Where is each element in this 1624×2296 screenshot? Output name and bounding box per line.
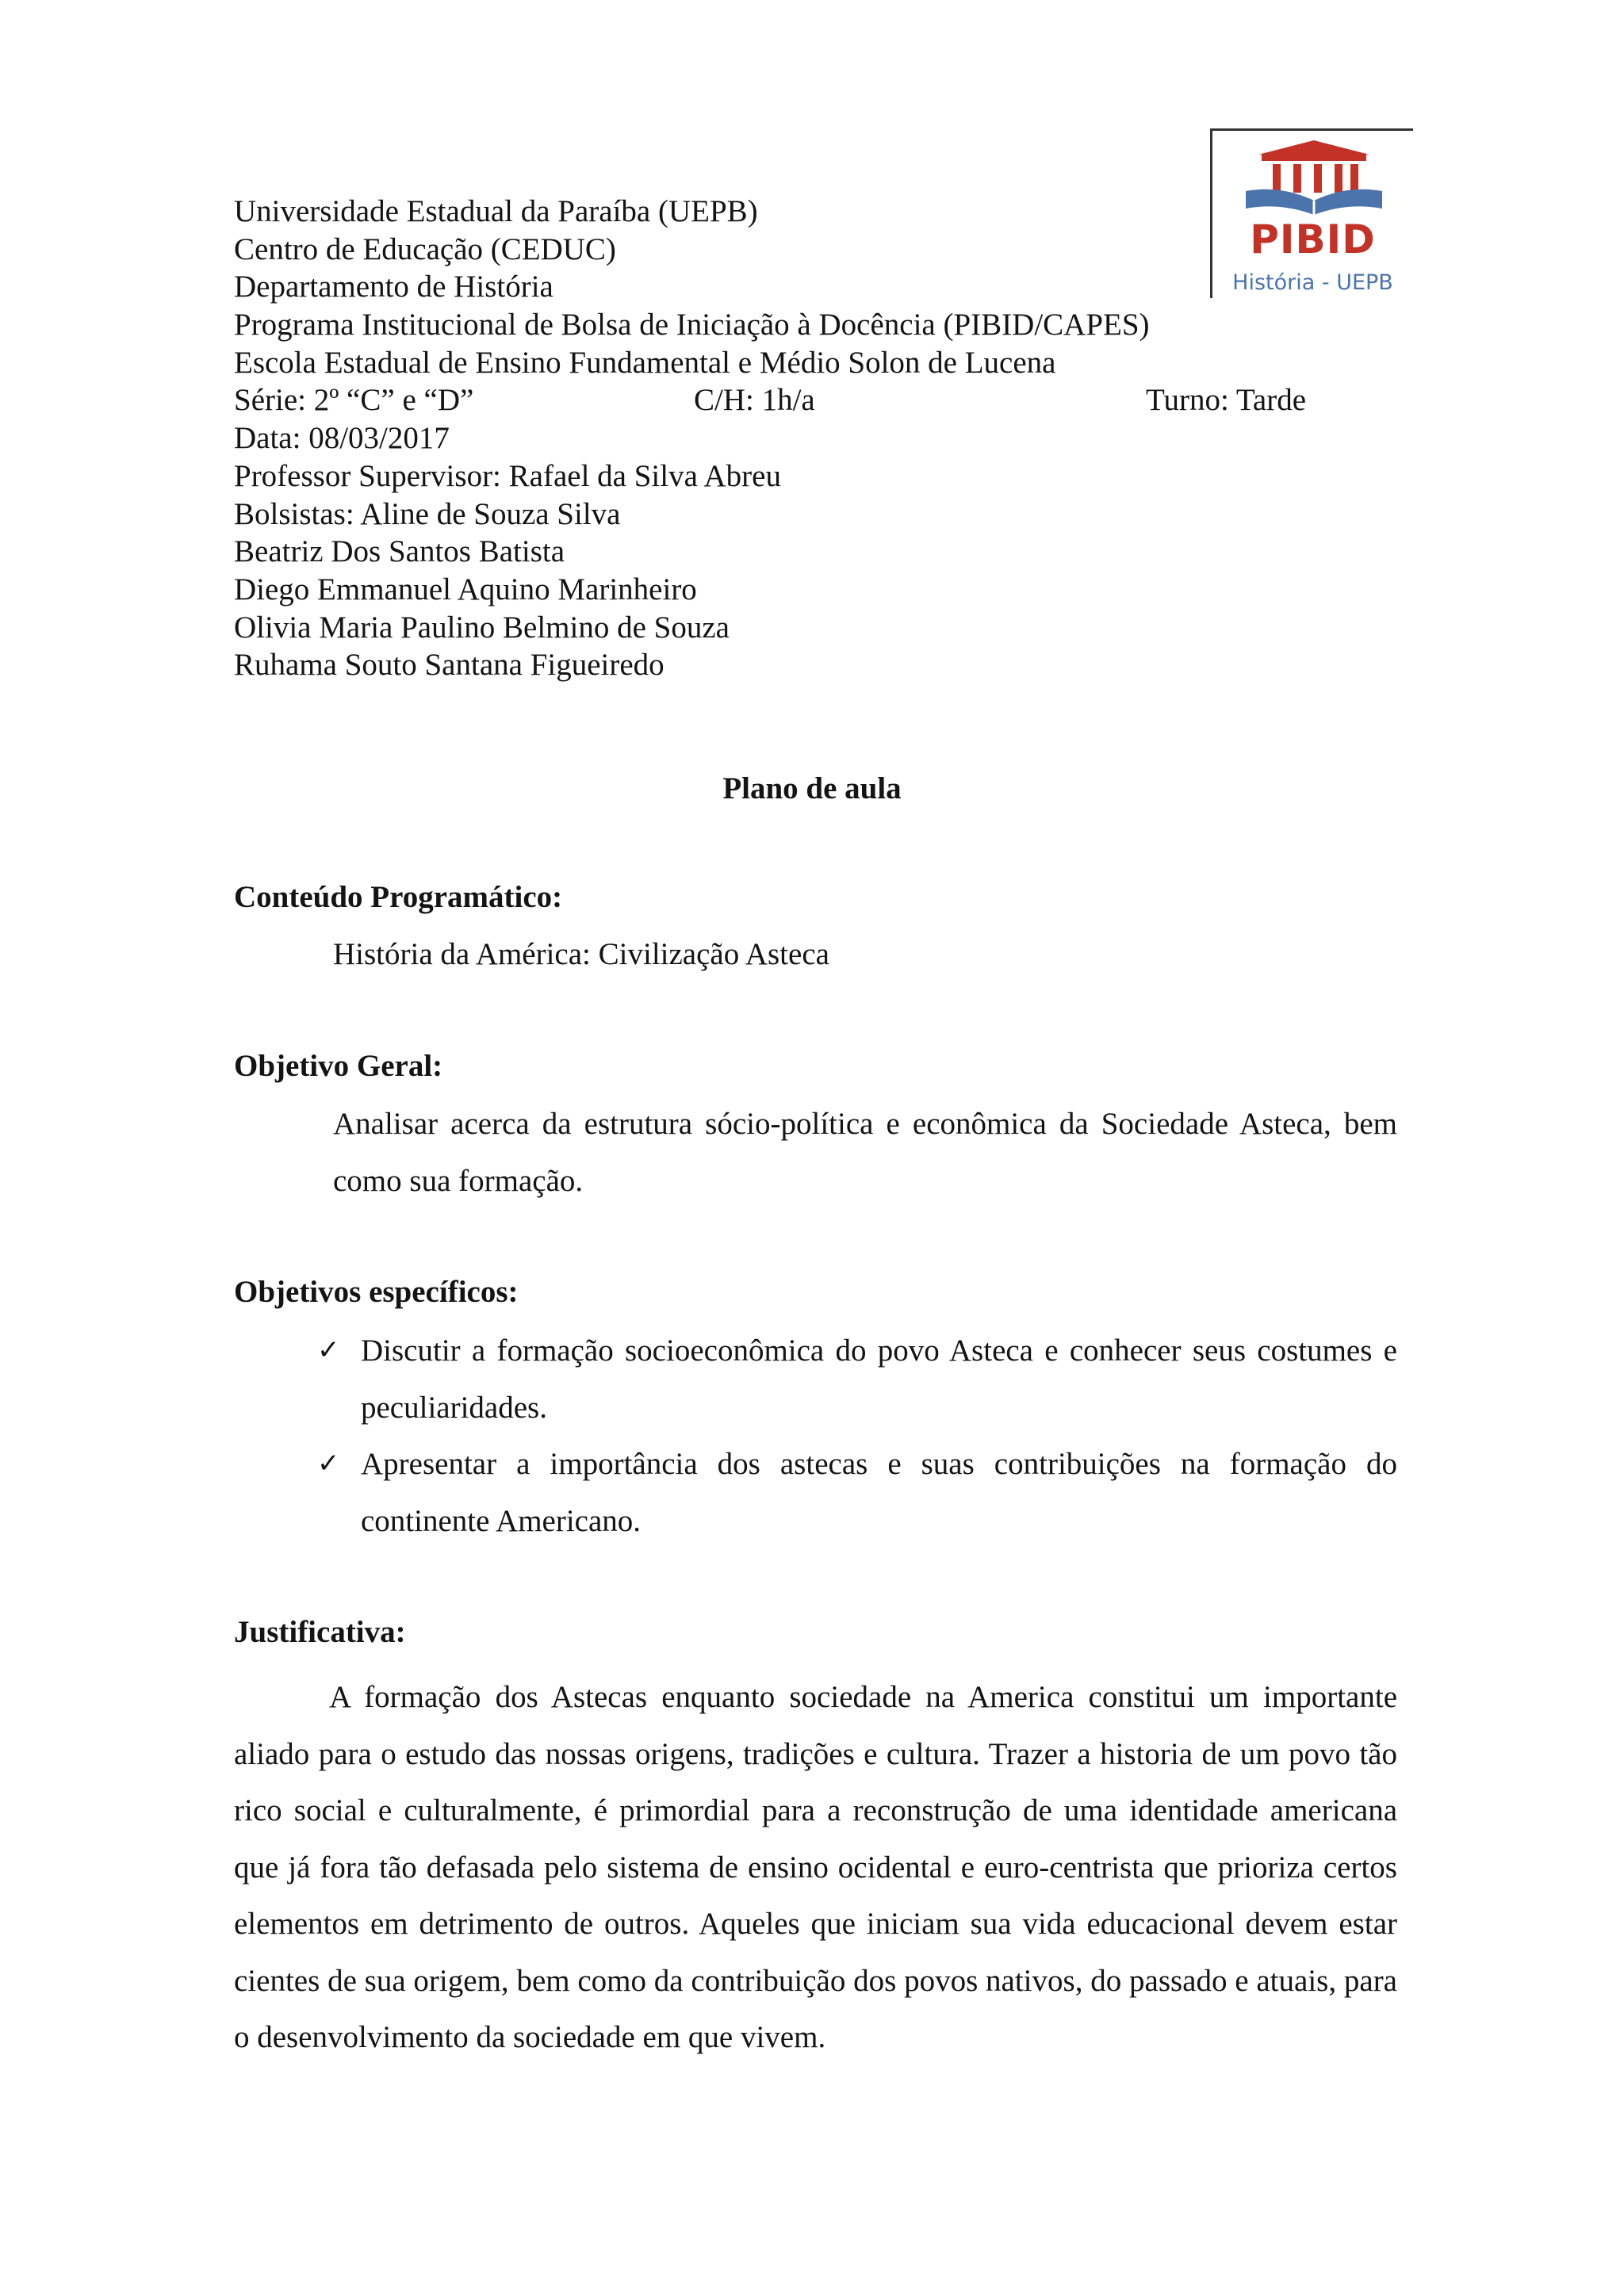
justificativa-text: A formação dos Astecas enquanto sociedade na America constitui um importante aliado para o estudo das nossas origens, tradições e cultura. Trazer a historia de um povo tão rico social e culturalmente, é primordial para a reconstrução de uma identidade americana que já fora tão defasada pelo sistema de ensino ocidental e euro-centrista que prioriza certos elementos em detrimento de outros. Aqueles que iniciam sua vida educacional devem estar cientes de sua origem, bem como da contribuição dos povos nativos, do passado e atuais, para o desenvolvimento da sociedade em que vivem. [234, 1680, 1397, 2054]
center-line: Centro de Educação (CEDUC) [234, 232, 616, 266]
header-block [234, 193, 1360, 684]
list-item-text: Discutir a formação socioeconômica do povo Asteca e conhecer seus costumes e peculiaridades. [361, 1334, 1397, 1425]
workload-text: C/H: 1h/a [694, 383, 815, 418]
logo-subtitle: História - UEPB [1232, 270, 1393, 295]
program-line: Programa Institucional de Bolsa de Iniciação à Docência (PIBID/CAPES) [234, 308, 1150, 342]
checkmark-icon: ✓ [317, 1448, 340, 1479]
department-line: Departamento de História [234, 270, 553, 304]
objetivo-geral-text: Analisar acerca da estrutura sócio-política e econômica da Sociedade Asteca, bem como sua formação. [333, 1107, 1397, 1198]
list-item [317, 1322, 1397, 1436]
class-info-row [234, 381, 1360, 419]
bolsista-name: Ruhama Souto Santana Figueiredo [234, 648, 665, 683]
logo-title: PIBID [1250, 216, 1376, 262]
bolsista-name: Olivia Maria Paulino Belmino de Souza [234, 610, 730, 645]
conteudo-text: História da América: Civilização Asteca [333, 937, 829, 971]
bolsista-name: Beatriz Dos Santos Batista [234, 534, 565, 569]
justificativa-heading: Justificativa: [234, 1615, 406, 1649]
conteudo-heading: Conteúdo Programático: [234, 880, 563, 914]
objetivo-geral-heading: Objetivo Geral: [234, 1049, 443, 1083]
bolsista-name: Diego Emmanuel Aquino Marinheiro [234, 572, 697, 607]
bolsistas-line: Bolsistas: Aline de Souza Silva [234, 496, 621, 531]
list-item [317, 1436, 1397, 1549]
university-line: Universidade Estadual da Paraíba (UEPB) [234, 194, 758, 228]
shift-text: Turno: Tarde [1146, 383, 1307, 418]
list-item-text: Apresentar a importância dos astecas e suas contribuições na formação do continente Americano. [361, 1447, 1397, 1538]
checkmark-icon: ✓ [317, 1334, 340, 1366]
date-line: Data: 08/03/2017 [234, 421, 450, 456]
supervisor-line: Professor Supervisor: Rafael da Silva Abreu [234, 458, 781, 493]
school-line: Escola Estadual de Ensino Fundamental e Médio Solon de Lucena [234, 345, 1056, 380]
objetivos-especificos-heading: Objetivos específicos: [234, 1275, 519, 1309]
serie-text: Série: 2º “C” e “D” [234, 383, 474, 418]
page-title: Plano de aula [722, 771, 902, 806]
